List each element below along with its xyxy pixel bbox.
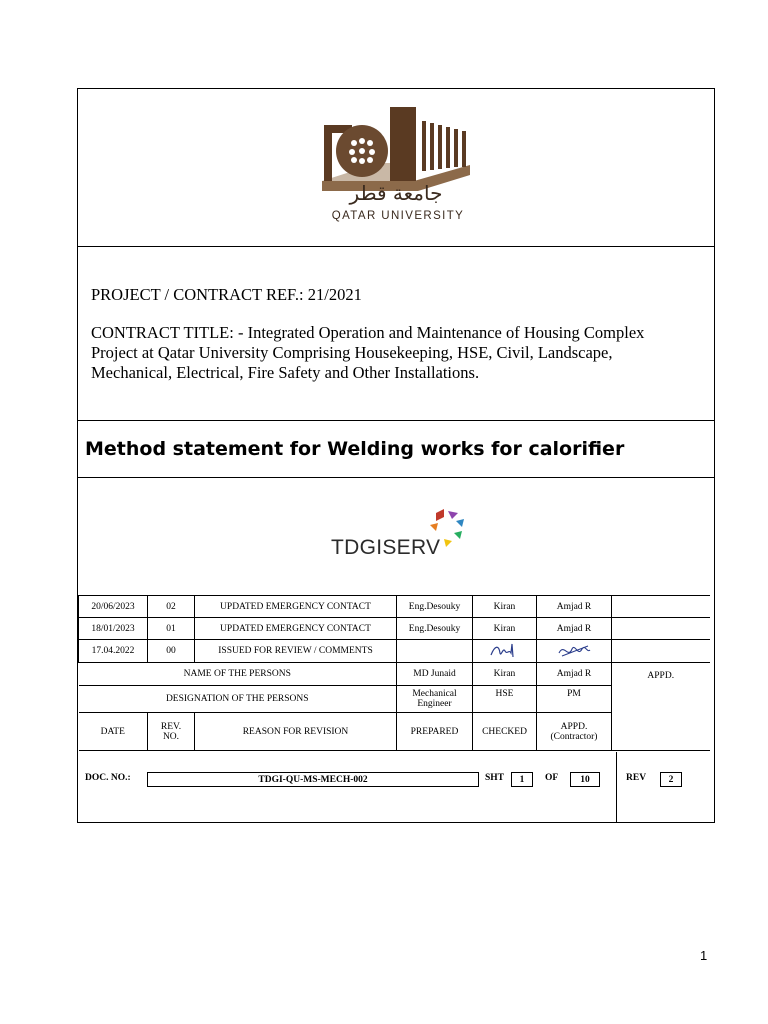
university-arabic-name: جامعة قطر [349,181,443,205]
header-rev-line1: REV. [160,721,182,732]
rev-appd-contractor-signature [537,640,612,663]
page-number: 1 [700,948,708,963]
logo-section [78,89,714,246]
designation-checked: HSE [473,686,537,713]
of-value: 10 [570,772,600,787]
rev-prepared: Eng.Desouky [397,618,473,640]
designation-prepared-line2: Engineer [417,699,452,709]
rev-reason: ISSUED FOR REVIEW / COMMENTS [195,640,397,663]
signature-icon [485,641,525,661]
rev-appd [612,640,710,663]
appd-header [612,663,710,751]
revision-table [78,595,710,751]
of-label: OF [545,773,559,783]
table-row [79,596,710,618]
header-appd-contractor-line2: (Contractor) [550,731,598,742]
rev-appd-contractor: Amjad R [537,618,612,640]
table-row [79,663,710,686]
contract-title-line-3: Mechanical, Electrical, Fire Safety and Other Installations. [91,363,480,382]
designation-prepared [397,686,473,713]
tdgiserv-logo-mark [426,509,466,553]
rev-prepared: Eng.Desouky [397,596,473,618]
sheet-label: SHT [485,773,505,783]
contract-ref: PROJECT / CONTRACT REF.: 21/2021 [91,285,362,304]
rev-appd-contractor: Amjad R [537,596,612,618]
sheet-value: 1 [511,772,533,787]
names-checked: Kiran [473,663,537,686]
university-english-name: QATAR UNIVERSITY [331,210,465,222]
document-frame [77,88,715,823]
qatar-university-logo [318,103,478,227]
header-prepared: PREPARED [397,713,473,751]
names-label: NAME OF THE PERSONS [79,663,397,686]
rev-no: 01 [148,618,195,640]
rev-label: REV [626,773,647,783]
designation-prepared-line1: Mechanical [412,689,457,699]
rev-appd [612,596,710,618]
header-checked: CHECKED [473,713,537,751]
signature-icon [400,642,470,660]
header-rev-line2: NO. [162,731,180,742]
rev-value: 2 [660,772,682,787]
rev-reason: UPDATED EMERGENCY CONTACT [195,618,397,640]
names-appd-contractor: Amjad R [537,663,612,686]
document-info-row [78,752,714,822]
names-prepared: MD Junaid [397,663,473,686]
doc-no-label: DOC. NO.: [85,773,131,783]
table-row [79,640,710,663]
rev-date: 20/06/2023 [79,596,148,618]
designation-label: DESIGNATION OF THE PERSONS [79,686,397,713]
rev-date: 17.04.2022 [79,640,148,663]
header-reason: REASON FOR REVISION [195,713,397,751]
doc-no-value: TDGI-QU-MS-MECH-002 [147,772,479,787]
appd-header-label: APPD. [647,671,675,681]
designation-appd-contractor: PM [537,686,612,713]
header-rev [148,713,195,751]
rev-appd [612,618,710,640]
company-name: TDGISERV [331,536,441,559]
header-appd-contractor [537,713,612,751]
header-appd-contractor-line1: APPD. [560,721,588,732]
signature-icon [554,641,594,661]
rev-no: 00 [148,640,195,663]
rev-reason: UPDATED EMERGENCY CONTACT [195,596,397,618]
rev-checked-signature [473,640,537,663]
rev-date: 18/01/2023 [79,618,148,640]
header-date: DATE [79,713,148,751]
table-row [79,618,710,640]
contract-title-line-2: Project at Qatar University Comprising Housekeeping, HSE, Civil, Landscape, [91,343,613,362]
rev-checked: Kiran [473,618,537,640]
rev-no: 02 [148,596,195,618]
contract-title-line-1: CONTRACT TITLE: - Integrated Operation and Maintenance of Housing Complex [91,323,645,342]
rev-prepared-signature [397,640,473,663]
rev-checked: Kiran [473,596,537,618]
document-title: Method statement for Welding works for calorifier [85,438,625,460]
